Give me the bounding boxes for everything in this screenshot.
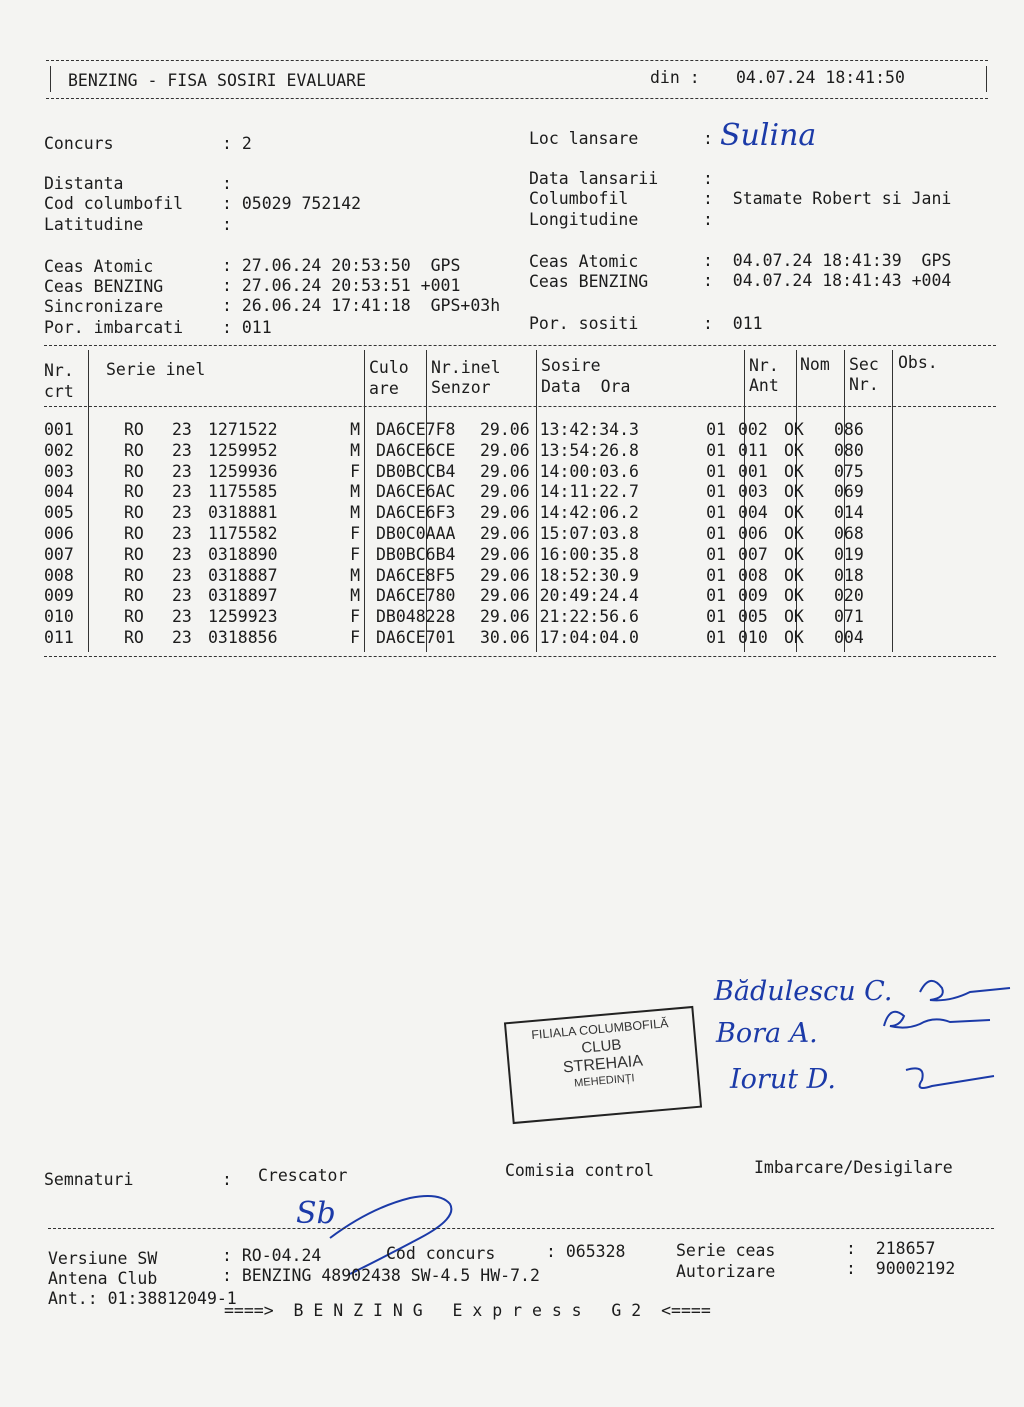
row-sensor-ring: DA6CE7F8 xyxy=(376,420,456,439)
table-row xyxy=(44,545,868,566)
row-antenna: 01 xyxy=(706,586,726,606)
row-nom: 001 xyxy=(738,461,768,481)
commission-signature-1: Bădulescu C. xyxy=(714,976,893,1007)
cod-columbofil-value: : 05029 752142 xyxy=(222,194,362,213)
report-title: BENZING - FISA SOSIRI EVALUARE xyxy=(68,71,367,90)
row-obs: 019 xyxy=(834,544,864,564)
row-country: RO xyxy=(124,523,144,543)
row-sex: M xyxy=(350,586,360,606)
serie-ceas-label: Serie ceas xyxy=(676,1241,776,1260)
report-date-value: 04.07.24 18:41:50 xyxy=(736,68,905,87)
header-serie-inel: Serie inel xyxy=(106,360,206,379)
table-row xyxy=(44,462,868,483)
benzing-express-banner: ====> B E N Z I N G E x p r e s s G 2 <==== xyxy=(224,1301,711,1320)
row-sensor-ring: DA6CE6CE xyxy=(376,440,456,460)
row-year: 23 xyxy=(172,586,192,606)
row-obs: 004 xyxy=(834,627,864,647)
row-serial: 0318890 xyxy=(208,544,278,564)
antena-club-value: : BENZING 48902438 SW-4.5 HW-7.2 xyxy=(222,1266,540,1285)
row-nr-crt: 004 xyxy=(44,482,74,502)
por-imbarcati-value: : 011 xyxy=(222,318,272,337)
row-nr-crt: 007 xyxy=(44,544,74,564)
row-obs: 014 xyxy=(834,503,864,523)
table-header-rule xyxy=(44,406,996,407)
row-sensor-ring: DA6CE6AC xyxy=(376,482,456,502)
row-sex: F xyxy=(350,607,360,627)
row-nom: 006 xyxy=(738,523,768,543)
cod-concurs-value: : 065328 xyxy=(546,1242,626,1261)
row-antenna: 01 xyxy=(706,544,726,564)
commission-signature-2: Bora A. xyxy=(716,1018,818,1049)
col-sep-8 xyxy=(892,350,893,652)
row-year: 23 xyxy=(172,440,192,460)
row-serial: 1175585 xyxy=(208,482,278,502)
antena-id: Ant.: 01:38812049-1 xyxy=(48,1289,237,1308)
row-nr-crt: 001 xyxy=(44,420,74,439)
row-obs: 069 xyxy=(834,482,864,502)
row-nr-crt: 010 xyxy=(44,607,74,627)
stamp-line-1: FILIALA COLUMBOFILĂ xyxy=(530,1016,669,1043)
row-sec: OK xyxy=(784,420,804,439)
loc-lansare-sep: : xyxy=(703,129,713,148)
row-nom: 008 xyxy=(738,565,768,585)
table-row xyxy=(44,586,868,607)
row-nom: 009 xyxy=(738,586,768,606)
row-year: 23 xyxy=(172,461,192,481)
por-sositi-value: : 011 xyxy=(703,314,763,333)
row-obs: 086 xyxy=(834,420,864,439)
por-sositi-label: Por. sositi xyxy=(529,314,639,333)
row-sex: M xyxy=(350,420,360,439)
row-sex: M xyxy=(350,482,360,502)
table-row xyxy=(44,566,868,587)
row-nom: 004 xyxy=(738,503,768,523)
row-antenna: 01 xyxy=(706,503,726,523)
sincronizare-value: : 26.06.24 17:41:18 GPS+03h xyxy=(222,296,501,315)
row-serial: 0318856 xyxy=(208,627,278,647)
footer-rule xyxy=(48,1228,994,1229)
row-nr-crt: 002 xyxy=(44,440,74,460)
por-imbarcati-label: Por. imbarcati xyxy=(44,318,184,337)
row-sec: OK xyxy=(784,523,804,543)
row-sensor-ring: DB0BC6B4 xyxy=(376,544,456,564)
ceas-atomic-label: Ceas Atomic xyxy=(44,257,154,276)
row-nom: 002 xyxy=(738,420,768,439)
ceas-benzing-right-value: : 04.07.24 18:41:43 +004 xyxy=(703,271,952,290)
row-nr-crt: 009 xyxy=(44,586,74,606)
distanta-label: Distanta xyxy=(44,174,124,193)
cod-columbofil-label: Cod columbofil xyxy=(44,194,184,213)
row-country: RO xyxy=(124,607,144,627)
row-sec: OK xyxy=(784,482,804,502)
semnaturi-label: Semnaturi xyxy=(44,1170,134,1189)
row-year: 23 xyxy=(172,544,192,564)
row-year: 23 xyxy=(172,482,192,502)
row-sec: OK xyxy=(784,544,804,564)
row-antenna: 01 xyxy=(706,461,726,481)
table-row xyxy=(44,524,868,545)
stamp-line-3: STREHAIA xyxy=(562,1052,644,1077)
columbofil-value: : Stamate Robert si Jani xyxy=(703,189,952,208)
row-sensor-ring: DA6CE8F5 xyxy=(376,565,456,585)
versiune-sw-value: : RO-04.24 xyxy=(222,1246,322,1265)
row-sensor-ring: DA6CE6F3 xyxy=(376,503,456,523)
latitudine-label: Latitudine xyxy=(44,215,144,234)
loc-lansare-handwritten: Sulina xyxy=(720,118,817,153)
row-sex: F xyxy=(350,461,360,481)
row-arrival-time: 29.06 15:07:03.8 xyxy=(480,523,639,543)
row-serial: 0318887 xyxy=(208,565,278,585)
row-antenna: 01 xyxy=(706,482,726,502)
data-lansarii-label: Data lansarii xyxy=(529,169,659,188)
header-right-bar xyxy=(986,66,987,92)
header-sosire-1: Sosire xyxy=(541,356,601,375)
serie-ceas-value: : 218657 xyxy=(846,1239,936,1258)
arrivals-table xyxy=(44,420,868,649)
table-row xyxy=(44,628,868,649)
row-sensor-ring: DA6CE780 xyxy=(376,586,456,606)
ceas-benzing-label: Ceas BENZING xyxy=(44,277,164,296)
row-serial: 1175582 xyxy=(208,523,278,543)
stamp-line-2: CLUB xyxy=(580,1036,623,1057)
row-arrival-time: 29.06 13:42:34.3 xyxy=(480,420,639,439)
row-obs: 020 xyxy=(834,586,864,606)
row-sensor-ring: DA6CE701 xyxy=(376,627,456,647)
row-country: RO xyxy=(124,440,144,460)
data-lansarii-value: : xyxy=(703,169,713,188)
row-country: RO xyxy=(124,586,144,606)
header-nr-crt-2: crt xyxy=(44,382,74,401)
row-serial: 1259936 xyxy=(208,461,278,481)
concurs-value: : 2 xyxy=(222,134,252,153)
longitudine-value: : xyxy=(703,210,713,229)
header-bottom-rule xyxy=(46,98,988,99)
row-year: 23 xyxy=(172,503,192,523)
row-arrival-time: 29.06 20:49:24.4 xyxy=(480,586,639,606)
concurs-label: Concurs xyxy=(44,134,114,153)
row-antenna: 01 xyxy=(706,523,726,543)
row-arrival-time: 29.06 13:54:26.8 xyxy=(480,440,639,460)
row-obs: 018 xyxy=(834,565,864,585)
row-year: 23 xyxy=(172,565,192,585)
ceas-benzing-right-label: Ceas BENZING xyxy=(529,272,649,291)
table-top-rule xyxy=(44,345,996,346)
header-culoare-1: Culo xyxy=(369,358,409,377)
row-year: 23 xyxy=(172,420,192,439)
header-nr-crt-1: Nr. xyxy=(44,361,74,380)
ceas-atomic-value: : 27.06.24 20:53:50 GPS xyxy=(222,256,461,275)
header-sec-nr-1: Sec xyxy=(849,355,879,374)
table-row xyxy=(44,482,868,503)
row-country: RO xyxy=(124,544,144,564)
row-arrival-time: 29.06 21:22:56.6 xyxy=(480,607,639,627)
distanta-value: : xyxy=(222,174,232,193)
row-year: 23 xyxy=(172,523,192,543)
row-sec: OK xyxy=(784,461,804,481)
row-sensor-ring: DB0BCCB4 xyxy=(376,461,456,481)
row-obs: 071 xyxy=(834,607,864,627)
row-nr-crt: 003 xyxy=(44,461,74,481)
row-sensor-ring: DB048228 xyxy=(376,607,456,627)
row-sex: F xyxy=(350,627,360,647)
latitudine-value: : xyxy=(222,215,232,234)
row-sec: OK xyxy=(784,565,804,585)
row-country: RO xyxy=(124,461,144,481)
comisia-control-label: Comisia control xyxy=(505,1161,655,1180)
autorizare-value: : 90002192 xyxy=(846,1259,956,1278)
ceas-atomic-right-label: Ceas Atomic xyxy=(529,252,639,271)
row-sensor-ring: DB0C0AAA xyxy=(376,523,456,543)
row-arrival-time: 29.06 16:00:35.8 xyxy=(480,544,639,564)
longitudine-label: Longitudine xyxy=(529,210,639,229)
row-nr-crt: 005 xyxy=(44,503,74,523)
row-arrival-time: 29.06 14:11:22.7 xyxy=(480,482,639,502)
report-date-label: din : xyxy=(650,68,700,87)
header-obs: Obs. xyxy=(898,353,938,372)
table-row xyxy=(44,441,868,462)
row-obs: 075 xyxy=(834,461,864,481)
crescator-signature: Sb xyxy=(296,1196,336,1231)
row-antenna: 01 xyxy=(706,607,726,627)
row-antenna: 01 xyxy=(706,440,726,460)
row-serial: 1259923 xyxy=(208,607,278,627)
row-country: RO xyxy=(124,627,144,647)
cod-concurs-label: Cod concurs xyxy=(386,1244,496,1263)
header-nr-ant-1: Nr. xyxy=(749,356,779,375)
table-bottom-rule xyxy=(44,656,996,657)
row-nr-crt: 008 xyxy=(44,565,74,585)
row-antenna: 01 xyxy=(706,627,726,647)
row-year: 23 xyxy=(172,607,192,627)
row-sex: M xyxy=(350,565,360,585)
header-nr-inel-1: Nr.inel xyxy=(431,358,501,377)
loc-lansare-label: Loc lansare xyxy=(529,129,639,148)
row-nom: 007 xyxy=(738,544,768,564)
row-sex: M xyxy=(350,440,360,460)
header-left-bar xyxy=(50,66,51,92)
row-year: 23 xyxy=(172,627,192,647)
antena-club-label: Antena Club xyxy=(48,1269,158,1288)
row-nom: 005 xyxy=(738,607,768,627)
row-sec: OK xyxy=(784,440,804,460)
row-serial: 1271522 xyxy=(208,420,278,439)
ceas-atomic-right-value: : 04.07.24 18:41:39 GPS xyxy=(703,251,952,270)
row-sec: OK xyxy=(784,503,804,523)
row-sex: M xyxy=(350,503,360,523)
row-arrival-time: 30.06 17:04:04.0 xyxy=(480,627,639,647)
row-obs: 080 xyxy=(834,440,864,460)
row-serial: 0318897 xyxy=(208,586,278,606)
row-nom: 010 xyxy=(738,627,768,647)
row-nr-crt: 006 xyxy=(44,523,74,543)
row-nom: 011 xyxy=(738,440,768,460)
header-nr-inel-2: Senzor xyxy=(431,378,491,397)
columbofil-label: Columbofil xyxy=(529,189,629,208)
table-row xyxy=(44,420,868,441)
row-antenna: 01 xyxy=(706,420,726,439)
row-sex: F xyxy=(350,523,360,543)
row-antenna: 01 xyxy=(706,565,726,585)
row-obs: 068 xyxy=(834,523,864,543)
header-sosire-2: Data Ora xyxy=(541,377,631,396)
sincronizare-label: Sincronizare xyxy=(44,297,164,316)
imbarcare-desigilare-label: Imbarcare/Desigilare xyxy=(754,1158,953,1177)
stamp-line-4: MEHEDINȚI xyxy=(573,1072,636,1090)
row-sec: OK xyxy=(784,586,804,606)
crescator-label: Crescator xyxy=(258,1166,348,1185)
table-row xyxy=(44,607,868,628)
row-country: RO xyxy=(124,503,144,523)
header-top-rule xyxy=(46,60,988,61)
commission-signature-3: Iorut D. xyxy=(730,1064,836,1095)
club-stamp xyxy=(504,1006,702,1124)
row-nr-crt: 011 xyxy=(44,627,74,647)
header-nr-ant-2: Ant xyxy=(749,376,779,395)
row-arrival-time: 29.06 14:42:06.2 xyxy=(480,503,639,523)
row-country: RO xyxy=(124,482,144,502)
row-country: RO xyxy=(124,565,144,585)
header-nom: Nom xyxy=(800,355,830,374)
header-sec-nr-2: Nr. xyxy=(849,375,879,394)
row-arrival-time: 29.06 18:52:30.9 xyxy=(480,565,639,585)
row-serial: 1259952 xyxy=(208,440,278,460)
row-sex: F xyxy=(350,544,360,564)
header-culoare-2: are xyxy=(369,379,399,398)
row-arrival-time: 29.06 14:00:03.6 xyxy=(480,461,639,481)
row-country: RO xyxy=(124,420,144,439)
table-row xyxy=(44,503,868,524)
ceas-benzing-value: : 27.06.24 20:53:51 +001 xyxy=(222,276,461,295)
versiune-sw-label: Versiune SW xyxy=(48,1249,158,1268)
row-serial: 0318881 xyxy=(208,503,278,523)
semnaturi-sep: : xyxy=(222,1170,232,1189)
row-sec: OK xyxy=(784,607,804,627)
row-nom: 003 xyxy=(738,482,768,502)
row-sec: OK xyxy=(784,627,804,647)
autorizare-label: Autorizare xyxy=(676,1262,776,1281)
